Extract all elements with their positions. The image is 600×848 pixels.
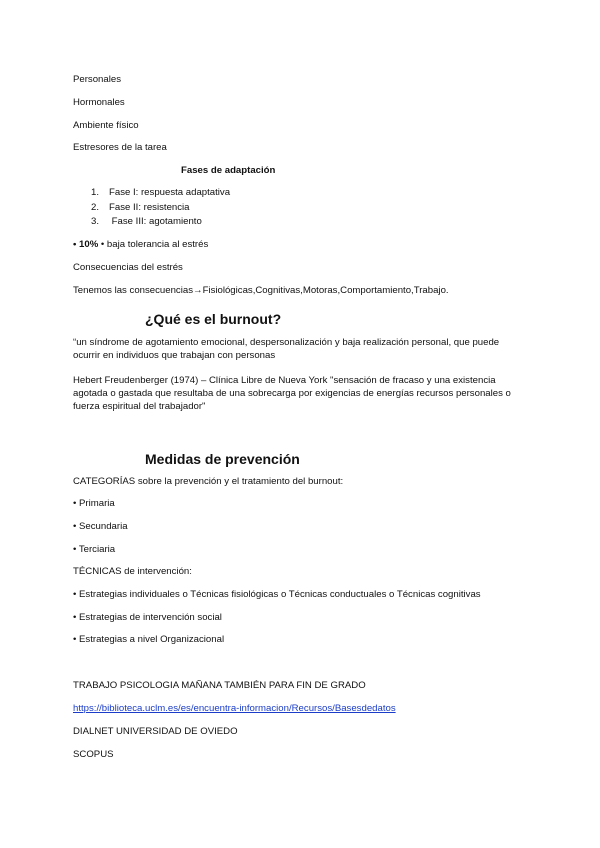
categoria-terciaria: • Terciaria [73,544,116,555]
fase-num: 3. [91,216,100,227]
tecnica-social: • Estrategias de intervención social [73,612,222,623]
fase-item-3 [91,216,202,228]
biblioteca-link[interactable]: https://biblioteca.uclm.es/es/encuentra-informacion/Recursos/Basesdedatos [73,703,396,714]
fase-text: Fase II: resistencia [109,202,190,213]
prevencion-heading: Medidas de prevención [145,451,300,467]
tolerance-line [73,239,208,251]
burnout-quote: “un síndrome de agotamiento emocional, despersonalización y baja realización personal, que puede ocurrir en individuos que trabajan con personas [73,337,500,361]
line-ambiente-fisico: Ambiente físico [73,120,139,131]
categorias-title: CATEGORÍAS sobre la prevención y el tratamiento del burnout: [73,476,344,487]
fase-text: Fase I: respuesta adaptativa [109,187,231,198]
consecuencias-text: Tenemos las consecuencias→Fisiológicas,Cognitivas,Motoras,Comportamiento,Trabajo. [73,285,449,296]
fase-num: 2. [91,202,100,213]
consecuencias-title: Consecuencias del estrés [73,262,183,273]
line-estresores: Estresores de la tarea [73,142,167,153]
line-personales: Personales [73,74,121,85]
categoria-secundaria: • Secundaria [73,521,128,532]
burnout-heading: ¿Qué es el burnout? [145,311,282,327]
fase-text: Fase III: agotamiento [109,216,202,227]
trabajo-line: TRABAJO PSICOLOGIA MAÑANA TAMBIÉN PARA FIN DE GRADO [73,680,366,691]
tecnica-individuales: • Estrategias individuales o Técnicas fisiológicas o Técnicas conductuales o Técnicas cognitivas [73,589,481,600]
tolerance-rest: • baja tolerancia al estrés [98,239,209,250]
tecnica-organizacional: • Estrategias a nivel Organizacional [73,634,225,645]
fase-num: 1. [91,187,100,198]
tolerance-pct: • 10% [73,239,99,250]
dialnet-line: DIALNET UNIVERSIDAD DE OVIEDO [73,726,238,737]
categoria-primaria: • Primaria [73,498,115,509]
fases-title: Fases de adaptación [181,165,276,176]
freudenberger-paragraph: Hebert Freudenberger (1974) – Clínica Libre de Nueva York "sensación de fracaso y una existencia agotada o gastada que resultaba de una sobrecarga por exigencias de energías recursos personales o fuerza espiritual del trabajador" [73,375,511,412]
fase-item-2 [91,202,190,214]
fase-item-1 [91,187,230,199]
scopus-line: SCOPUS [73,749,114,760]
line-hormonales: Hormonales [73,97,125,108]
tecnicas-title: TÉCNICAS de intervención: [73,566,192,577]
